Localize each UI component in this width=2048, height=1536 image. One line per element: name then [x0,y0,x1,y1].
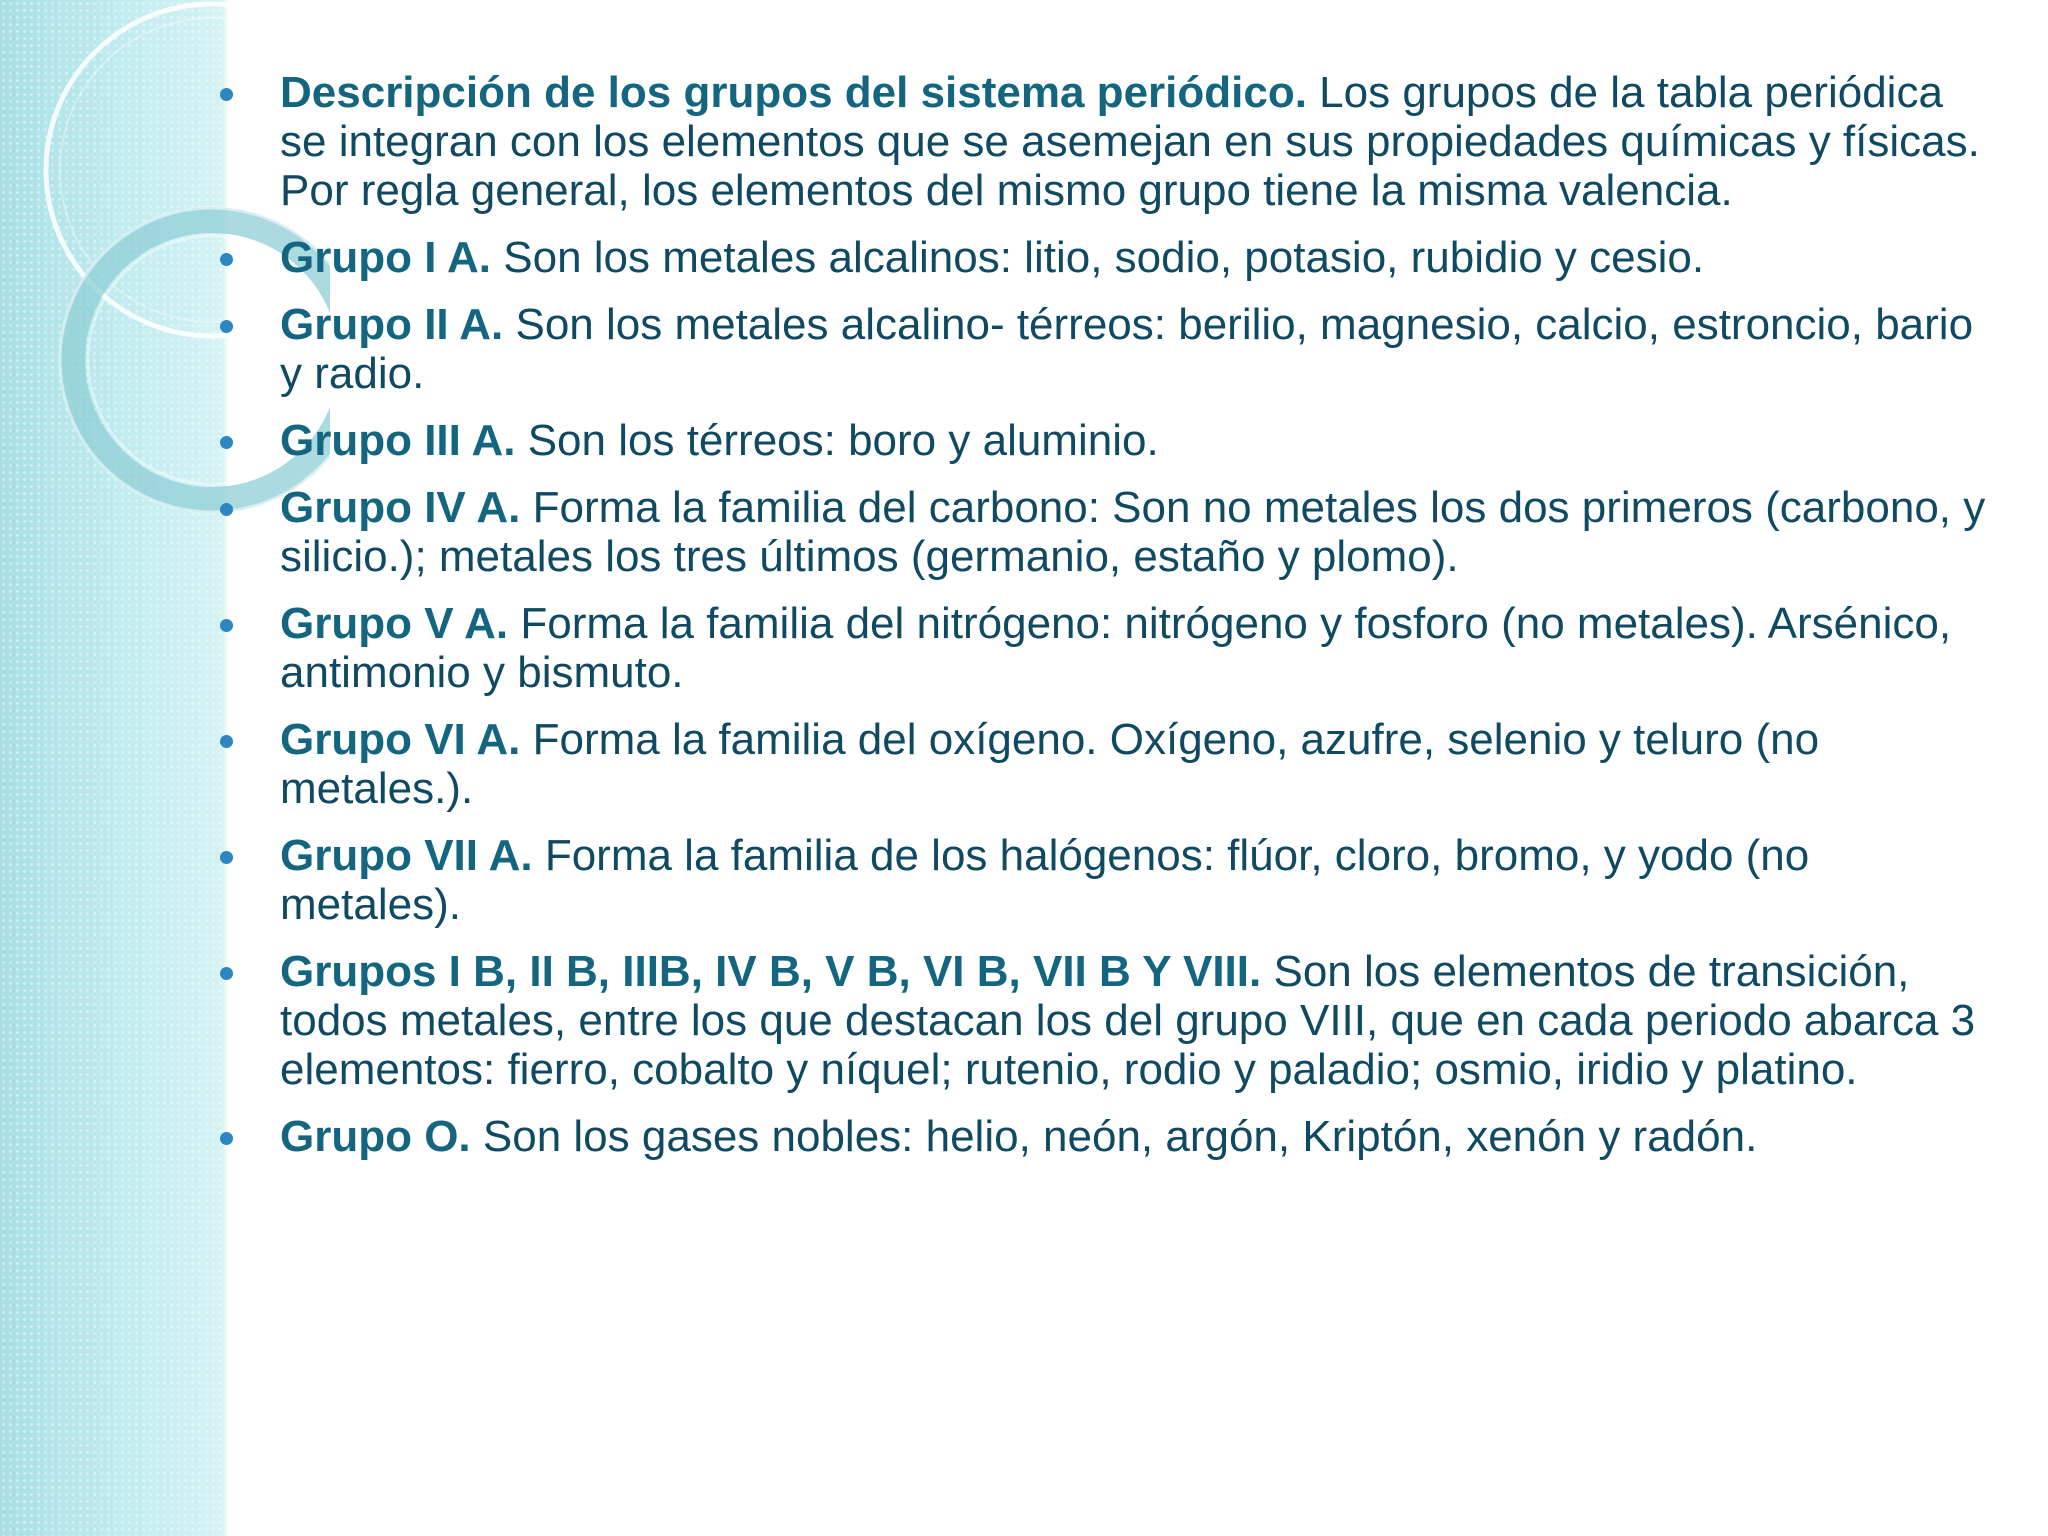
item-heading: Grupo III A. [280,416,528,465]
list-item-grupo-iiia [210,416,2000,465]
bullet-icon [220,967,233,980]
list-item-grupo-via [210,715,2000,813]
item-text: Son los metales alcalinos: litio, sodio, potasio, rubidio y cesio. [503,233,1705,282]
bullet-list [210,68,2000,1161]
item-text: Son los metales alcalino- térreos: berilio, magnesio, calcio, estroncio, bario y radio. [280,300,1974,398]
item-heading: Grupo VI A. [280,715,533,764]
item-text: Los grupos de la tabla periódica se integran con los elementos que se asemejan en sus propiedades químicas y físicas. Por regla general, los elementos del mismo grupo tiene la misma valencia. [280,68,1980,215]
bullet-icon [220,735,233,748]
bullet-icon [220,1132,233,1145]
decorative-side-band [0,0,228,1536]
bullet-icon [220,320,233,333]
slide-body [210,68,2000,1179]
list-item-grupo-ia [210,233,2000,282]
list-item-grupo-iva [210,483,2000,581]
item-heading: Grupo V A. [280,599,521,648]
bullet-icon [220,88,233,101]
item-heading: Descripción de los grupos del sistema periódico. [280,68,1320,117]
item-heading: Grupo VII A. [280,831,545,880]
list-item-description [210,68,2000,215]
item-text: Forma la familia de los halógenos: flúor, cloro, bromo, y yodo (no metales). [280,831,1810,929]
item-text: Forma la familia del nitrógeno: nitrógeno y fosforo (no metales). Arsénico, antimonio y bismuto. [280,599,1952,697]
list-item-grupo-va [210,599,2000,697]
bullet-icon [220,503,233,516]
list-item-grupo-o [210,1112,2000,1161]
bullet-icon [220,253,233,266]
item-text: Forma la familia del carbono: Son no metales los dos primeros (carbono, y silicio.); metales los tres últimos (germanio, estaño y plomo). [280,483,1986,581]
item-heading: Grupo O. [280,1112,483,1161]
item-text: Son los térreos: boro y aluminio. [527,416,1159,465]
item-heading: Grupos I B, II B, IIIB, IV B, V B, VI B, VII B Y VIII. [280,947,1274,996]
item-heading: Grupo IV A. [280,483,533,532]
list-item-grupo-iia [210,300,2000,398]
item-text: Forma la familia del oxígeno. Oxígeno, azufre, selenio y teluro (no metales.). [280,715,1820,813]
list-item-grupos-b [210,947,2000,1094]
item-text: Son los elementos de transición, todos metales, entre los que destacan los del grupo VIII, que en cada periodo abarca 3 elementos: fierro, cobalto y níquel; rutenio, rodio y paladio; osmio, iridio y platino. [280,947,1976,1094]
bullet-icon [220,851,233,864]
item-heading: Grupo I A. [280,233,504,282]
item-text: Son los gases nobles: helio, neón, argón, Kriptón, xenón y radón. [482,1112,1758,1161]
bullet-icon [220,436,233,449]
list-item-grupo-viia [210,831,2000,929]
item-heading: Grupo II A. [280,300,516,349]
bullet-icon [220,619,233,632]
